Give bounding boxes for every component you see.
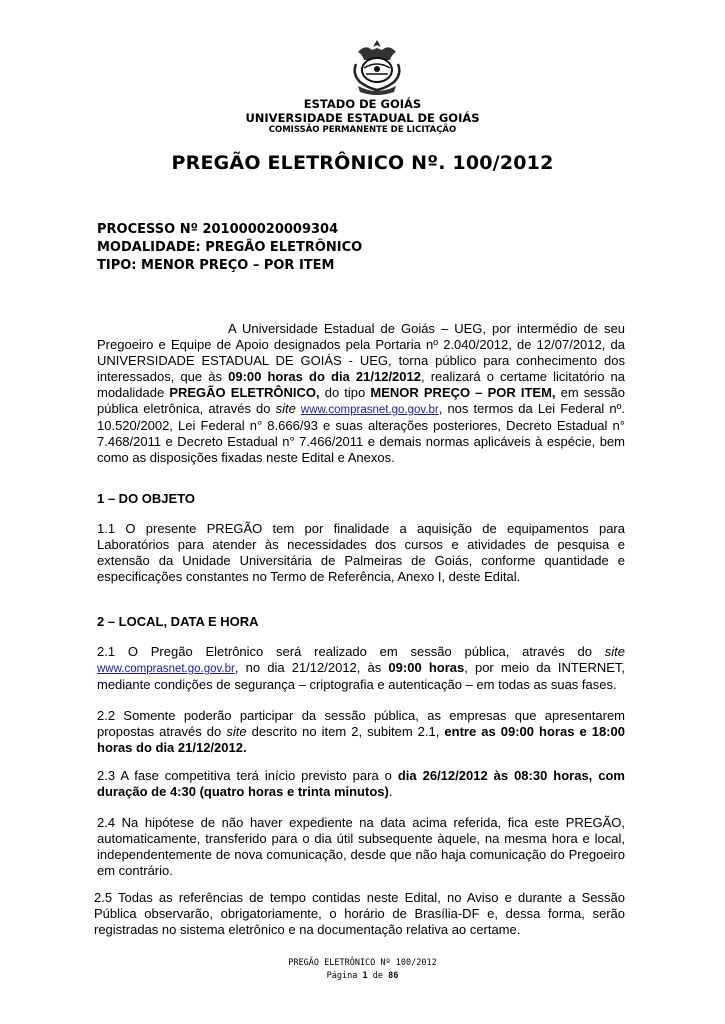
section-heading-local: 2 – LOCAL, DATA E HORA (97, 614, 259, 629)
paragraph-2-1: 2.1 O Pregão Eletrônico será realizado em sessão pública, através do site www.comprasnet.go.gov.br, no dia 21/12/2012, às 09:00 horas, por meio da INTERNET, mediante condições de segurança – criptografia e autenticação – em todas as suas fases. (97, 644, 626, 692)
process-number: PROCESSO Nº 201000020009304 (97, 222, 339, 237)
paragraph-2-4: 2.4 Na hipótese de não haver expediente na data acima referida, fica este PREGÃO, automaticamente, transferido para o dia útil subsequente àquele, na mesma hora e local, independentemente de nova comunicação, desde que não haja comunicação do Pregoeiro em contrário. (97, 815, 625, 878)
paragraph-2-3: 2.3 A fase competitiva terá início previsto para o dia 26/12/2012 às 08:30 horas, com duração de 4:30 (quatro horas e trinta minutos). (97, 768, 625, 799)
comprasnet-link[interactable]: www.comprasnet.go.gov.br (300, 404, 439, 416)
page-title: PREGÃO ELETRÔNICO Nº. 100/2012 (171, 152, 554, 174)
intro-paragraph: A Universidade Estadual de Goiás – UEG, por intermédio de seu Pregoeiro e Equipe de Apoio designados pela Portaria nº 2.040/2012, de 12/07/2012, da UNIVERSIDADE ESTADUAL DE GOIÁS - UEG, torna público para conhecimento dos interessados, que às 09:00 horas do dia 21/12/2012, realizará o certame licitatório na modalidade PREGÃO ELETRÔNICO, do tipo MENOR PREÇO – POR ITEM, em sessão pública eletrônica, através do site www.comprasnet.go.gov.br, nos termos da Lei Federal nº. 10.520/2002, Lei Federal n° 8.666/93 e suas alterações posteriores, Decreto Estadual n° 7.468/2011 e Decreto Estadual n° 7.466/2011 e demais normas aplicáveis à espécie, bem como as disposições fixadas neste Edital e Anexos. (97, 321, 626, 465)
process-type: TIPO: MENOR PREÇO – POR ITEM (97, 258, 335, 273)
process-modality: MODALIDADE: PREGÃO ELETRÔNICO (97, 240, 363, 255)
commission-heading: COMISSÃO PERMANENTE DE LICITAÇÃO (268, 125, 457, 135)
paragraph-2-5: 2.5 Todas as referências de tempo contidas neste Edital, no Aviso e durante a Sessão Pública observarão, obrigatoriamente, o horário de Brasília-DF e, dessa forma, serão registradas no sistema eletrônico e na documentação relativa ao certame. (94, 890, 625, 937)
section-heading-objeto: 1 – DO OBJETO (97, 491, 196, 506)
state-heading: ESTADO DE GOIÁS (303, 97, 422, 111)
footer-document: PREGÃO ELETRÔNICO Nº 100/2012 (288, 958, 437, 968)
paragraph-2-2: 2.2 Somente poderão participar da sessão pública, as empresas que apresentarem propostas através do site descrito no item 2, subitem 2.1, entre as 09:00 horas e 18:00 horas do dia 21/12/2012. (97, 708, 625, 755)
footer-page-number: Página 1 de 86 (326, 971, 399, 981)
paragraph-1-1: 1.1 O presente PREGÃO tem por finalidade a aquisição de equipamentos para Laboratórios para atender às necessidades dos cursos e atividades de pesquisa e extensão da Unidade Universitária de Palmeiras de Goiás, conforme quantidade e especificações constantes no Termo de Referência, Anexo I, deste Edital. (97, 521, 625, 584)
university-heading: UNIVERSIDADE ESTADUAL DE GOIÁS (245, 111, 480, 125)
coat-of-arms-icon (350, 38, 404, 98)
comprasnet-link[interactable]: www.comprasnet.go.gov.br (97, 663, 235, 675)
